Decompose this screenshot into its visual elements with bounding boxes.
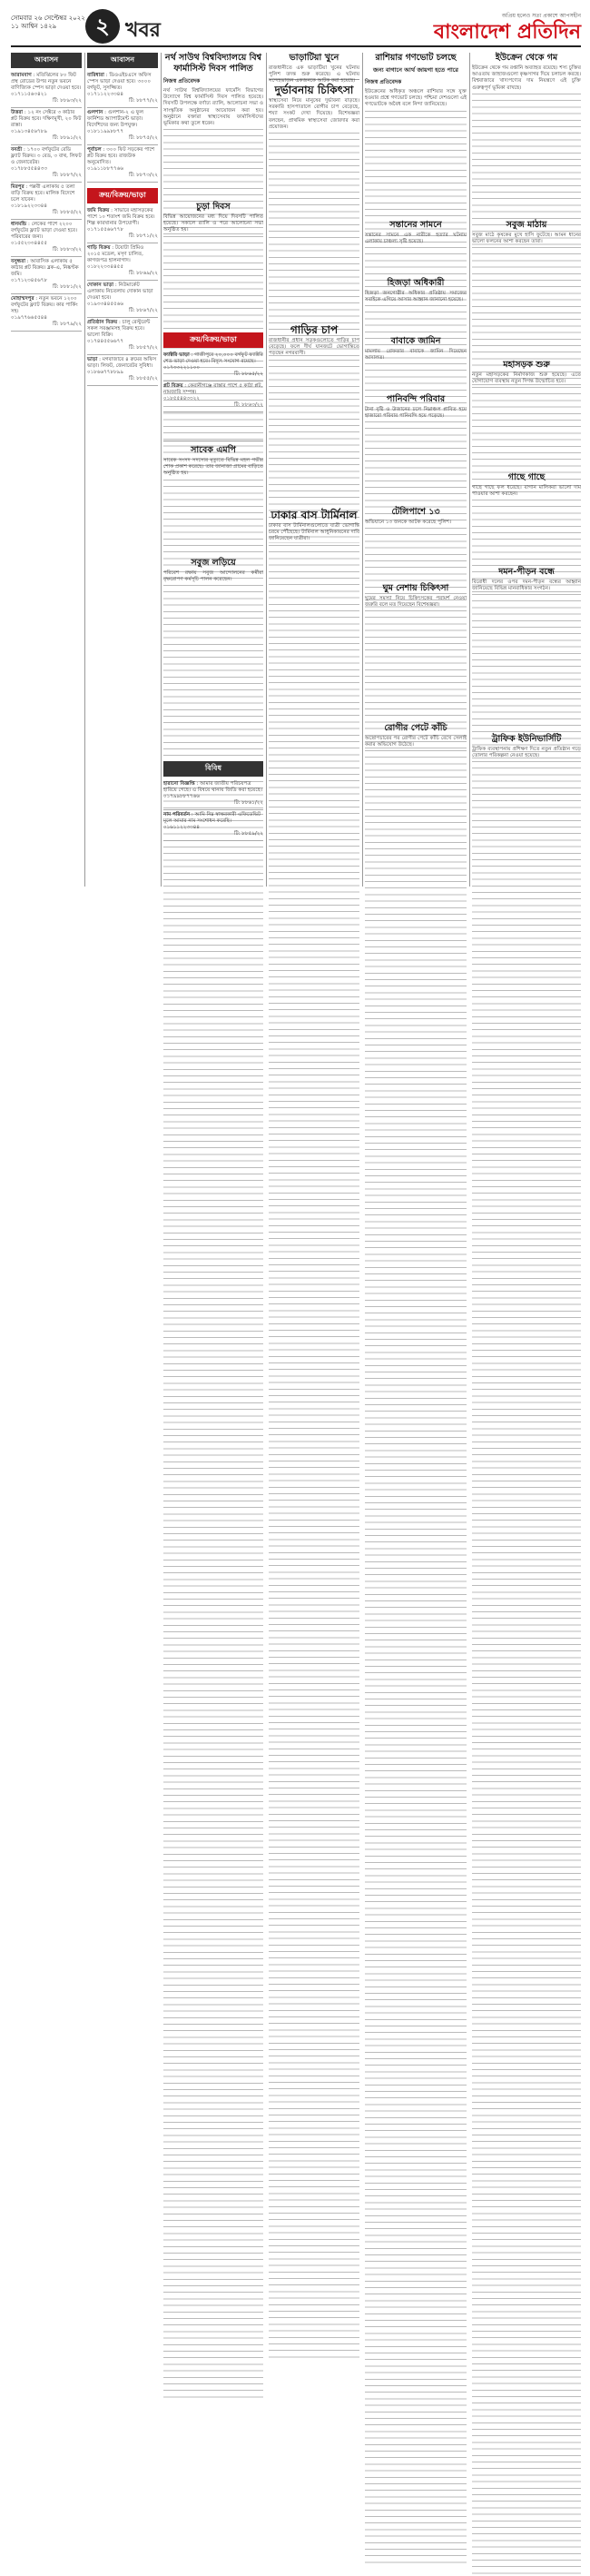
ad-text: ৩০০ ফিট সড়কের পাশে প্লট বিক্রয় হবে। রাজউক অনুমোদিত। <box>87 147 155 165</box>
ad-title: মিরপুর <box>11 184 25 190</box>
ad-code: টি: ৮৮৭৯/২২ <box>53 322 82 327</box>
ad-text: আমি নিম্ন স্বাক্ষরকারী এফিডেভিট মূলে আমার নাম সংশোধন করেছি। <box>163 812 261 824</box>
ad-phone[interactable]: ০১৬১১২২৩৩৪৪ <box>163 825 200 830</box>
ad-phone[interactable]: ০১৭১৫৫৬৬৭৭৮ <box>87 227 123 233</box>
ad-phone[interactable]: ০১৭৪৪৫৫৬৬৭৭ <box>87 339 123 344</box>
headline: সবুজ মাঠায় <box>506 220 547 230</box>
classified-ad[interactable]: নাম পরিবর্তন : আমি নিম্ন স্বাক্ষরকারী এফিডেভিট মূলে আমার নাম সংশোধন করেছি। ০১৬১১২২৩৩৪৪ টি: ৮৮৫৯/২২ <box>163 810 263 841</box>
headline: ঘুম নেশায় চিকিৎসা <box>382 583 449 593</box>
subheadline: জন্য বাগানে আর্থ জায়গা হতে পারে <box>373 66 458 74</box>
issue-date <box>11 15 85 31</box>
classified-ad[interactable]: মোহাম্মদপুর : নতুন ভবনে ১২০০ বর্গফুটের ফ্ল্যাট বিক্রয়। কার পার্কিং সহ। ০১৯৭৭৬৬৫৫৪৪ টি: ৮৮৭৯/২২ <box>11 294 82 332</box>
story-bus[interactable] <box>269 509 359 887</box>
story-trees[interactable] <box>472 472 581 563</box>
classified-ad[interactable]: ভাড়া : মগবাজারে ৪ রুমের অফিস ভাড়া। লিফট, জেনারেটর সুবিধা। ০১৮৬৬৭৭৮৮৯৯ টি: ৮৮৫৫/২২ <box>87 355 158 386</box>
classified-ad[interactable]: গুলশান : গুলশান-২ এ ফুল ফার্নিশড অ্যাপার্টমেন্ট ভাড়া। বিদেশিদের জন্য উপযুক্ত। ০১৮১১৯৯৮৮৭৭ টি: ৮৮৭৫/২২ <box>87 108 158 145</box>
headline: ট্রাফিক ইউনিভার্সিটি <box>491 734 562 744</box>
ad-text: নতুন ভবনে ১২০০ বর্গফুটের ফ্ল্যাট বিক্রয়। কার পার্কিং সহ। <box>11 296 78 314</box>
body-text: হিজড়া জনগোষ্ঠীর অধিকার প্রতিষ্ঠায় সমাজের সবাইকে এগিয়ে আসার আহ্বান জানানো হয়েছে। <box>365 291 467 303</box>
ad-title: হারানো বিজ্ঞপ্তি <box>163 781 195 787</box>
story-13[interactable] <box>365 507 467 580</box>
ad-code: টি: ৮৮৫৫/২২ <box>129 376 158 381</box>
body-text: ইউক্রেনের অধিকৃত অঞ্চলে রাশিয়ার সঙ্গে যুক্ত হওয়ার প্রশ্নে গণভোট চলছে। পশ্চিমা দেশগুলো এই গণভোটকে অবৈধ বলে নিন্দা জানিয়েছে। <box>365 89 467 108</box>
ad-code: টি: ৮৮৮১/২২ <box>53 284 82 290</box>
ad-code: টি: ৮৮৮৫/২২ <box>53 210 82 215</box>
ad-title: মোহাম্মদপুর <box>11 296 34 302</box>
ad-text: আবাসিক এলাকায় ৫ কাঠার প্লট বিক্রয়। ব্লক-এ, নিষ্কণ্টক জমি। <box>11 259 79 277</box>
ad-code: টি: ৮৮৫৯/২২ <box>234 831 263 837</box>
classified-ad[interactable]: গাড়ি বিক্রয় : টয়োটা প্রিমিও ২০১৫ মডেল, মসৃণ চালিত, কাগজপত্র হালনাগাদ। ০১৮২২৩৩৪৪৫৫ টি: ৮৮৬৯/২২ <box>87 243 158 281</box>
ad-phone[interactable]: ০১৯১১৮৮৭৭৬৬ <box>87 166 123 172</box>
story-2[interactable] <box>163 202 263 329</box>
ad-code: টি: ৮৮৯৩/২২ <box>53 98 82 104</box>
story-field[interactable] <box>472 220 581 356</box>
ad-text: মগবাজারে ৪ রুমের অফিস ভাড়া। লিফট, জেনারেটর সুবিধা। <box>87 357 157 369</box>
ad-text: নিউমার্কেট এলাকায় নিচতলায় দোকান ভাড়া দেওয়া হবে। <box>87 282 153 301</box>
headline: দুর্ভাবনায় চিকিৎসা <box>274 84 354 96</box>
body-text: নতুন মহাসড়কের নির্মাণকাজ শুরু হয়েছে। এতে যোগাযোগ ব্যবস্থায় নতুন দিগন্ত উন্মোচিত হবে। <box>472 372 581 385</box>
classified-ad[interactable]: পূর্বাচল : ৩০০ ফিট সড়কের পাশে প্লট বিক্রয় হবে। রাজউক অনুমোদিত। ০১৯১১৮৮৭৭৬৬ টি: ৮৮৭৩/২২ <box>87 145 158 183</box>
brand-logo: বাংলাদেশ প্রতিদিন <box>433 21 581 44</box>
ad-code: টি: ৮৮৬৭/২২ <box>128 308 158 313</box>
headline: বাবাকে জামিন <box>390 336 441 346</box>
brand-tagline: অপ্রিয় হলেও সত্য প্রকাশে আপসহীন <box>501 13 581 19</box>
byline: নিজস্ব প্রতিবেদক <box>365 79 402 85</box>
ad-phone[interactable]: ০১৮৫৫৪৪৩৩২২ <box>163 396 200 401</box>
classified-ad[interactable]: জমি বিক্রয় : সাভারে মহাসড়কের পাশে ১০ শতাংশ জমি বিক্রয় হবে। শিল্প কারখানার উপযোগী। ০১৭১৫৫৬৬৭৭৮ টি: ৮৮৭১/২২ <box>87 206 158 243</box>
ad-text: মতিঝিলের ৮০ ফিট প্রস্থ রোডের উপর নতুন ভবনে বাণিজ্যিক স্পেস ভাড়া দেওয়া হবে। <box>11 73 82 91</box>
story-russia[interactable] <box>365 53 467 216</box>
classified-ad[interactable]: ধানমন্ডি : লেকের পাশে ২২০০ বর্গফুটের ফ্ল্যাট ভাড়া দেওয়া হবে। পরিবারের জন্য। ০১৫৫২৩৩৪৪৫৫ টি: ৮৮৮৩/২২ <box>11 220 82 257</box>
ad-phone[interactable]: ০১৮২২৩৩৪৪৫৫ <box>87 264 123 270</box>
story-3[interactable] <box>163 332 263 441</box>
ad-title: প্রতিষ্ঠান বিক্রয় <box>87 320 118 325</box>
classified-ad[interactable]: প্রতিষ্ঠান বিক্রয় : চালু রেস্টুরেন্ট সকল সরঞ্জামসহ বিক্রয় হবে। ভালো বিক্রি। ০১৭৪৪৫৫৬৬৭৭ টি: ৮৮৫৭/২২ <box>87 318 158 355</box>
ad-phone[interactable]: ০১৭১২৩৪৫৬৭৮ <box>11 278 47 283</box>
ad-code: টি: ৮৮৫৭/২২ <box>129 345 158 351</box>
classified-ad[interactable]: উত্তরা : ১২ নং সেক্টরে ৩ কাঠার প্লট বিক্রয় হবে। দক্ষিণমুখী, ২০ ফিট রাস্তা। ০১৯১৩৪৫৬৭৮৯ টি: ৮৮৯১/২২ <box>11 108 82 145</box>
ad-phone[interactable]: ০১৮৬৬৭৭৮৮৯৯ <box>87 370 123 375</box>
story-traffic-univ[interactable] <box>472 734 581 887</box>
classified-ad[interactable]: বারিধারা : ডিওএইচএসে অফিস স্পেস ভাড়া দেওয়া হবে। ৩০০০ বর্গফুট, সুসজ্জিত। ০১৭১১২২৩৩৪৪ টি: ৮৮৭৭/২২ <box>87 71 158 108</box>
headline: গাড়ির চাপ <box>290 323 339 336</box>
sale-heading-2: ক্রয়/বিক্রয়/ভাড়া <box>163 332 263 348</box>
ad-title: গাড়ি বিক্রয় <box>87 245 111 251</box>
ad-title: গুলশান <box>87 110 103 115</box>
body-text: সাবেক সংসদ সদস্যের মৃত্যুতে বিভিন্ন মহল গভীর শোক প্রকাশ করেছে। তার জানাজা গ্রামের বাড়িতে অনুষ্ঠিত হয়। <box>163 458 263 477</box>
body-text: স্বাস্থ্যসেবা নিয়ে মানুষের দুর্ভাবনা বাড়ছে। সরকারি হাসপাতালে রোগীর চাপ বেড়েছে, শয্যা সংকট দেখা দিয়েছে। বিশেষজ্ঞরা বলছেন, প্রাথমিক স্বাস্থ্যসেবা জোরদার করা প্রয়োজন। <box>269 98 359 130</box>
headline: গাছে গাছে <box>507 472 546 482</box>
body-text: অভিযানে ১৩ জনকে আটক করেছে পুলিশ। <box>365 520 451 525</box>
ad-title: বসুন্ধরা <box>11 259 25 264</box>
ad-title: ধানমন্ডি <box>11 222 27 227</box>
body-text: সন্তানের সামনে এক নারীকে হত্যার ঘটনায় এলাকায় চাঞ্চল্য সৃষ্টি হয়েছে। <box>365 233 467 245</box>
body-text: রাজধানীর প্রধান সড়কগুলোতে গাড়ির চাপ বেড়েছে। ফলে দীর্ঘ যানজটে ভোগান্তিতে পড়ছেন নগরবাসী। <box>269 338 359 357</box>
section-title: খবর <box>125 19 161 42</box>
story-traffic[interactable] <box>269 323 359 505</box>
ad-title: ফ্যাক্টরি ভাড়া <box>163 352 190 358</box>
ad-code: টি: ৮৮৭৩/২২ <box>128 173 158 178</box>
story-bail[interactable] <box>365 336 467 391</box>
ad-title: বনশ্রী <box>11 147 23 153</box>
ad-phone[interactable]: ০১৭৩৩২২১১০০ <box>163 365 200 371</box>
ad-text: আমার জাতীয় পরিচয়পত্র হারিয়ে গেছে। এ বিষয়ে থানায় জিডি করা হয়েছে। <box>163 781 262 793</box>
classified-ad[interactable]: ফ্যাক্টরি ভাড়া : গাজীপুরে ২০,০০০ বর্গফুট ফ্যাক্টরি শেড ভাড়া দেওয়া হবে। বিদ্যুৎ সংযোগ রয়েছে। ০১৭৩৩২২১১০০ টি: ৮৮৬৫/২২ <box>163 351 263 381</box>
headline: ইউক্রেন থেকে গম <box>495 53 558 63</box>
classified-ad[interactable]: বনশ্রী : ১৭০০ বর্গফুটের রেডি ফ্ল্যাট বিক্রয়। ৩ বেড, ৩ বাথ, লিফট ও জেনারেটর। ০১৭৮৮৫৫৪৪৩৩ টি: ৮৮৮৭/২২ <box>11 145 82 183</box>
misc-box <box>163 761 263 887</box>
body-text: ঢাকার বাস টার্মিনালগুলোতে যাত্রী ভোগান্তি চরমে পৌঁছেছে। টার্মিনাল আধুনিকায়নের দাবি জানিয়েছেন যাত্রীরা। <box>269 523 359 542</box>
ad-code: টি: ৮৮৮৭/২২ <box>53 173 82 178</box>
ad-phone[interactable]: ০১৫৫২৩৩৪৪৫৫ <box>11 241 47 246</box>
story-hijra[interactable] <box>365 278 467 332</box>
story-scissors[interactable] <box>365 723 467 887</box>
body-text: গাছে গাছে ফল ধরেছে। বাগান মালিকরা ভালো দাম পাওয়ার আশা করছেন। <box>472 485 581 498</box>
headline: দমন-পীড়ন বন্ধে <box>498 567 555 577</box>
page-number: ২ <box>85 9 120 44</box>
masthead <box>11 9 581 47</box>
misc-heading: বিবিধ <box>163 761 263 777</box>
headline: ঢাকার বাস টার্মিনাল <box>270 509 358 521</box>
ad-code: টি: ৮৮৬১/২২ <box>234 800 263 806</box>
ad-text: সাভারে মহাসড়কের পাশে ১০ শতাংশ জমি বিক্রয় হবে। শিল্প কারখানার উপযোগী। <box>87 208 155 226</box>
headline: নর্থ সাউথ বিশ্ববিদ্যালয়ে বিশ্ব ফার্মাসিস্ট দিবস পালিত <box>164 53 262 74</box>
headline: হিজড়া অধিকারী <box>387 278 445 288</box>
ad-code: টি: ৮৮৭৭/২২ <box>128 98 158 104</box>
body-text: বিভিন্ন আয়োজনের মধ্য দিয়ে দিবসটি পালিত হয়েছে। সকালে র‍্যালি ও পরে আলোচনা সভা অনুষ্ঠিত হয়। <box>163 214 263 233</box>
ad-text: লেকের পাশে ২২০০ বর্গফুটের ফ্ল্যাট ভাড়া দেওয়া হবে। পরিবারের জন্য। <box>11 222 77 240</box>
ad-title: দোকান ভাড়া <box>87 282 114 288</box>
ad-code: টি: ৮৮৮৩/২২ <box>53 247 82 253</box>
body-text: নর্থ সাউথ বিশ্ববিদ্যালয়ের ফার্মেসি বিভাগের উদ্যোগে বিশ্ব ফার্মাসিস্ট দিবস পালিত হয়েছে। দিবসটি উপলক্ষে বর্ণাঢ্য র‍্যালি, আলোচনা সভা ও সাংস্কৃতিক অনুষ্ঠানের আয়োজন করা হয়। অনুষ্ঠানে বক্তারা স্বাস্থ্যসেবায় ফার্মাসিস্টদের ভূমিকার কথা তুলে ধরেন। <box>163 88 263 127</box>
ad-phone[interactable]: ০১৯৭৭৬৬৫৫৪৪ <box>11 315 47 321</box>
ad-code: টি: ৮৮৬৫/২২ <box>234 372 263 377</box>
body-text: ঘুমের সমস্যা নিয়ে চিকিৎসকের পরামর্শ নেওয়া জরুরি বলে মত দিয়েছেন বিশেষজ্ঞরা। <box>365 596 467 609</box>
ad-title: প্লট বিক্রয় <box>163 383 183 389</box>
ad-text: চালু রেস্টুরেন্ট সকল সরঞ্জামসহ বিক্রয় হবে। ভালো বিক্রি। <box>87 320 151 338</box>
story-tenant[interactable] <box>269 53 359 84</box>
body-text: ট্রাফিক ব্যবস্থাপনায় প্রশিক্ষণ দিতে নতুন প্রতিষ্ঠান গড়ে তোলার পরিকল্পনা নেওয়া হয়েছে। <box>472 747 581 759</box>
classified-ad[interactable]: হারানো বিজ্ঞপ্তি : আমার জাতীয় পরিচয়পত্র হারিয়ে গেছে। এ বিষয়ে থানায় জিডি করা হয়েছে। ০১৭৯৯৮৮৭৭৬৬ টি: ৮৮৬১/২২ <box>163 779 263 810</box>
classified-ad[interactable]: দোকান ভাড়া : নিউমার্কেট এলাকায় নিচতলায় দোকান ভাড়া দেওয়া হবে। ০১৯৩৩৪৪৫৫৬৬ টি: ৮৮৬৭/২২ <box>87 281 158 318</box>
headline: পানিবন্দি পরিবার <box>386 394 446 404</box>
headline: টেলিপাশে ১৩ <box>391 507 440 517</box>
ad-code: টি: ৮৮৭৫/২২ <box>129 135 158 141</box>
date-gregorian: সোমবার ২৬ সেপ্টেম্বর ২০২২ <box>11 15 85 22</box>
body-text: রাজধানীতে এক ভাড়াটিয়া খুনের ঘটনায় পুলিশ তদন্ত শুরু করেছে। এ ঘটনায় সন্দেহভাজন একজনকে আটক করা হয়েছে। <box>269 65 359 84</box>
ad-phone[interactable]: ০১৭৮৮৫৫৪৪৩৩ <box>11 166 47 172</box>
ad-phone[interactable]: ০১৮১১৯৯৮৮৭৭ <box>87 129 123 134</box>
story-highway[interactable] <box>472 360 581 469</box>
ad-phone[interactable]: ০১৯৩৩৪৪৫৫৬৬ <box>87 302 123 307</box>
ad-title: ভাড়া <box>87 357 98 362</box>
date-bangla: ১১ আশ্বিন ১৪২৯ <box>11 23 57 30</box>
ad-title: জমি বিক্রয় <box>87 208 110 213</box>
ad-code: টি: ৮৮৭১/২২ <box>129 233 158 239</box>
body-text: বিরোধী দলের ওপর দমন-পীড়ন বন্ধের আহ্বান জানিয়েছে বিভিন্ন মানবাধিকার সংগঠন। <box>472 580 581 592</box>
col1-heading: আবাসন <box>11 53 82 68</box>
headline: ভাড়াটিয়া খুনে <box>289 53 339 63</box>
story-repression[interactable] <box>472 567 581 730</box>
classified-ad[interactable]: আরামবাগ : মতিঝিলের ৮০ ফিট প্রস্থ রোডের উপর নতুন ভবনে বাণিজ্যিক স্পেস ভাড়া দেওয়া হবে। ০১৭১১৫৬৩৪২১ টি: ৮৮৯৩/২২ <box>11 71 82 108</box>
ad-phone[interactable]: ০১৭১১২২৩৩৪৪ <box>87 92 123 97</box>
body-text: টানা বৃষ্টি ও উজানের ঢলে নিম্নাঞ্চল প্লাবিত হয়ে হাজারো পরিবার পানিবন্দি হয়ে পড়েছে। <box>365 407 467 420</box>
story-mp[interactable] <box>163 445 263 554</box>
body-text: অস্ত্রোপচারের পর রোগীর পেটে কাঁচি রেখে সেলাই করার অভিযোগ উঠেছে। <box>365 736 467 748</box>
ad-title: বারিধারা <box>87 73 104 78</box>
byline: নিজস্ব প্রতিবেদক <box>163 78 201 84</box>
story-sleep[interactable] <box>365 583 467 719</box>
story-health[interactable] <box>269 84 359 320</box>
ad-title: পূর্বাচল <box>87 147 102 153</box>
ad-text: ১৭০০ বর্গফুটের রেডি ফ্ল্যাট বিক্রয়। ৩ বেড, ৩ বাথ, লিফট ও জেনারেটর। <box>11 147 82 165</box>
ad-text: কেরানীগঞ্জে রাস্তার পাশে ৫ কাঠা প্লট, নামজারি সম্পন্ন। <box>163 383 263 395</box>
ad-text: গাজীপুরে ২০,০০০ বর্গফুট ফ্যাক্টরি শেড ভাড়া দেওয়া হবে। বিদ্যুৎ সংযোগ রয়েছে। <box>163 352 263 364</box>
ad-text: ডিওএইচএসে অফিস স্পেস ভাড়া দেওয়া হবে। ৩০০০ বর্গফুট, সুসজ্জিত। <box>87 73 152 91</box>
story-green[interactable] <box>163 558 263 758</box>
ad-phone[interactable]: ০১৭১১৫৬৩৪২১ <box>11 92 47 97</box>
headline: সন্তানের সামনে <box>389 220 442 230</box>
body-text: ইউক্রেন থেকে গম রপ্তানি অব্যাহত রয়েছে। শস্য চুক্তির আওতায় জাহাজগুলো কৃষ্ণসাগর দিয়ে চলাচল করছে। বিশ্ববাজারে খাদ্যপণ্যের দাম নিয়ন্ত্রণে এই চুক্তি গুরুত্বপূর্ণ ভূমিকা রাখছে। <box>472 65 581 91</box>
story-flood[interactable] <box>365 394 467 503</box>
ad-text: টয়োটা প্রিমিও ২০১৫ মডেল, মসৃণ চালিত, কাগজপত্র হালনাগাদ। <box>87 245 144 263</box>
headline: চুড়া দিবস <box>196 202 231 212</box>
ad-text: গুলশান-২ এ ফুল ফার্নিশড অ্যাপার্টমেন্ট ভাড়া। বিদেশিদের জন্য উপযুক্ত। <box>87 110 143 128</box>
headline: সবুজ লড়িয়ে <box>191 558 236 568</box>
ad-title: আরামবাগ <box>11 73 32 78</box>
ad-title: নাম পরিবর্তন <box>163 812 191 817</box>
body-text: সবুজ মাঠে কৃষকের মুখে হাসি ফুটেছে। আমন ধানের ভালো ফলনের আশা করছেন তারা। <box>472 233 581 245</box>
ad-title: উত্তরা <box>11 110 24 115</box>
body-text: পরিবেশ রক্ষায় সবুজ আন্দোলনের কর্মীরা বৃক্ষরোপণ কর্মসূচি পালন করেছেন। <box>163 570 263 583</box>
classifieds-col-2 <box>87 53 158 386</box>
ad-code: টি: ৮৮৬৩/২২ <box>233 402 263 408</box>
ad-text: ১২ নং সেক্টরে ৩ কাঠার প্লট বিক্রয় হবে। দক্ষিণমুখী, ২০ ফিট রাস্তা। <box>11 110 82 128</box>
col2-heading: আবাসন <box>87 53 158 68</box>
classified-ad[interactable]: বসুন্ধরা : আবাসিক এলাকায় ৫ কাঠার প্লট বিক্রয়। ব্লক-এ, নিষ্কণ্টক জমি। ০১৭১২৩৪৫৬৭৮ টি: ৮৮৮১/২২ <box>11 257 82 294</box>
brand[interactable] <box>434 11 581 45</box>
ad-phone[interactable]: ০১৮১৯২২৩৩৪৪ <box>11 203 47 209</box>
ad-text: পল্লবী এলাকায় ৫ তলা বাড়ি বিক্রয় হবে। মালিক বিদেশে চলে যাবেন। <box>11 184 75 203</box>
story-wheat[interactable] <box>472 53 581 216</box>
ad-code: টি: ৮৮৬৯/২২ <box>129 271 158 276</box>
sale-heading: ক্রয়/বিক্রয়/ভাড়া <box>87 188 158 203</box>
story-child[interactable] <box>365 220 467 274</box>
ad-code: টি: ৮৮৯১/২২ <box>53 135 82 141</box>
ad-phone[interactable]: ০১৭৯৯৮৮৭৭৬৬ <box>163 794 200 799</box>
headline: সাবেক এমপি <box>191 445 236 455</box>
headline: রাশিয়ার গণভোট চলছে <box>375 53 457 63</box>
classifieds-col-1 <box>11 53 82 332</box>
headline: রোগীর পেটে কাঁচি <box>384 723 447 733</box>
classified-ad[interactable]: মিরপুর : পল্লবী এলাকায় ৫ তলা বাড়ি বিক্রয় হবে। মালিক বিদেশে চলে যাবেন। ০১৮১৯২২৩৩৪৪ টি: ৮৮৮৫/২২ <box>11 183 82 220</box>
headline: মহাসড়ক শুরু <box>503 360 550 370</box>
newspaper-page <box>11 9 581 887</box>
classified-ad[interactable]: প্লট বিক্রয় : কেরানীগঞ্জে রাস্তার পাশে ৫ কাঠা প্লট, নামজারি সম্পন্ন। ০১৮৫৫৪৪৩৩২২ টি: ৮৮৬৩/২২ <box>163 381 263 412</box>
body-text: মামলায় গ্রেফতার বাবাকে জামিন দিয়েছেন আদালত। <box>365 349 467 362</box>
ad-phone[interactable]: ০১৯১৩৪৫৬৭৮৯ <box>11 129 47 134</box>
story-nsu[interactable] <box>163 53 263 198</box>
